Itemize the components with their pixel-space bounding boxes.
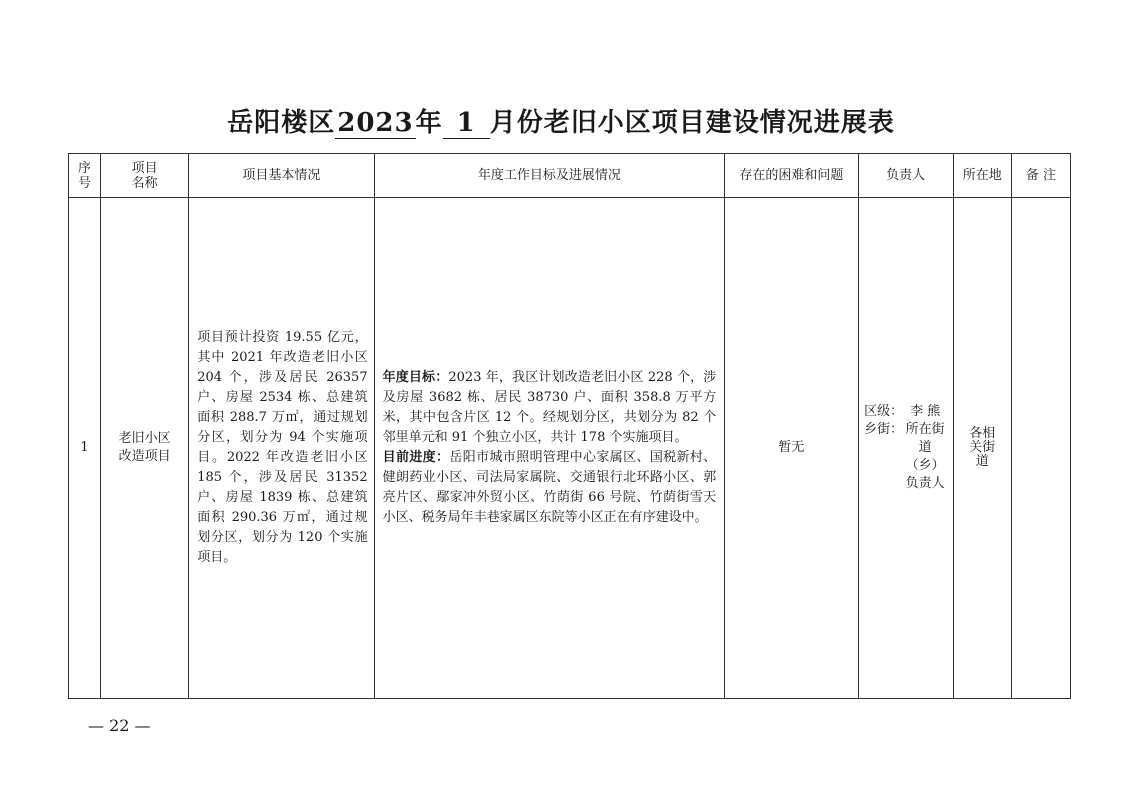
header-note: 备 注	[1011, 154, 1070, 198]
page-number: — 22 —	[88, 716, 151, 735]
owner-district-label: 区级：	[864, 404, 904, 419]
cell-location: 各相关街道	[953, 198, 1011, 699]
page-title	[0, 102, 1122, 139]
title-part1: 岳阳楼区	[227, 108, 336, 138]
table-header-row	[69, 154, 1071, 198]
owner-street-value: 所在街道（乡）负责人	[905, 422, 945, 491]
cell-issues: 暂无	[725, 198, 858, 699]
title-part3: 月份老旧小区项目建设情况进展表	[489, 108, 895, 138]
header-basic: 项目基本情况	[189, 154, 374, 198]
cell-name: 老旧小区改造项目	[101, 198, 189, 699]
progress-label: 目前进度：	[382, 450, 450, 465]
goal-paragraph	[383, 368, 717, 448]
cell-owner	[858, 198, 953, 699]
header-location: 所在地	[953, 154, 1011, 198]
progress-text: 岳阳市城市照明管理中心家属区、国税新村、健朗药业小区、司法局家属院、交通银行北环路小区、郭亮片区、鄢家冲外贸小区、竹荫街 66 号院、竹荫街雪天小区、税务局年丰巷家属区东院等小区正在有序建设中。	[382, 450, 717, 525]
cell-no: 1	[69, 198, 101, 699]
title-month: 1	[443, 108, 490, 139]
title-part2: 年	[415, 108, 443, 138]
goal-label: 年度目标：	[382, 370, 449, 385]
cell-basic: 项目预计投资 19.55 亿元，其中 2021 年改造老旧小区 204 个，涉及居民 26357 户、房屋 2534 栋、总建筑面积 288.7 万㎡，通过规划分区，划分为 94 个实施项目。2022 年改造老旧小区 185 个，涉及居民 31352 户、房屋 1839 栋、总建筑面积 290.36 万㎡，通过规划分区，划分为 120 个实施项目。	[189, 198, 374, 699]
progress-table	[68, 153, 1071, 699]
table-row	[69, 198, 1071, 699]
goal-text: 2023 年，我区计划改造老旧小区 228 个，涉及房屋 3682 栋、居民 38730 户、面积 358.8 万平方米，其中包含片区 12 个。经规划分区，共划分为 82 个邻里单元和 91 个独立小区，共计 178 个实施项目。	[382, 370, 717, 445]
progress-paragraph	[383, 448, 717, 528]
header-goal: 年度工作目标及进展情况	[374, 154, 725, 198]
owner-street-label: 乡街：	[864, 422, 904, 437]
header-name: 项目名称	[101, 154, 189, 198]
cell-note	[1011, 198, 1070, 699]
header-owner: 负责人	[858, 154, 953, 198]
cell-goal	[374, 198, 725, 699]
title-year: 2023	[337, 108, 414, 138]
header-no: 序号	[69, 154, 101, 198]
owner-district-name: 李 熊	[910, 404, 941, 419]
header-issues: 存在的困难和问题	[725, 154, 858, 198]
